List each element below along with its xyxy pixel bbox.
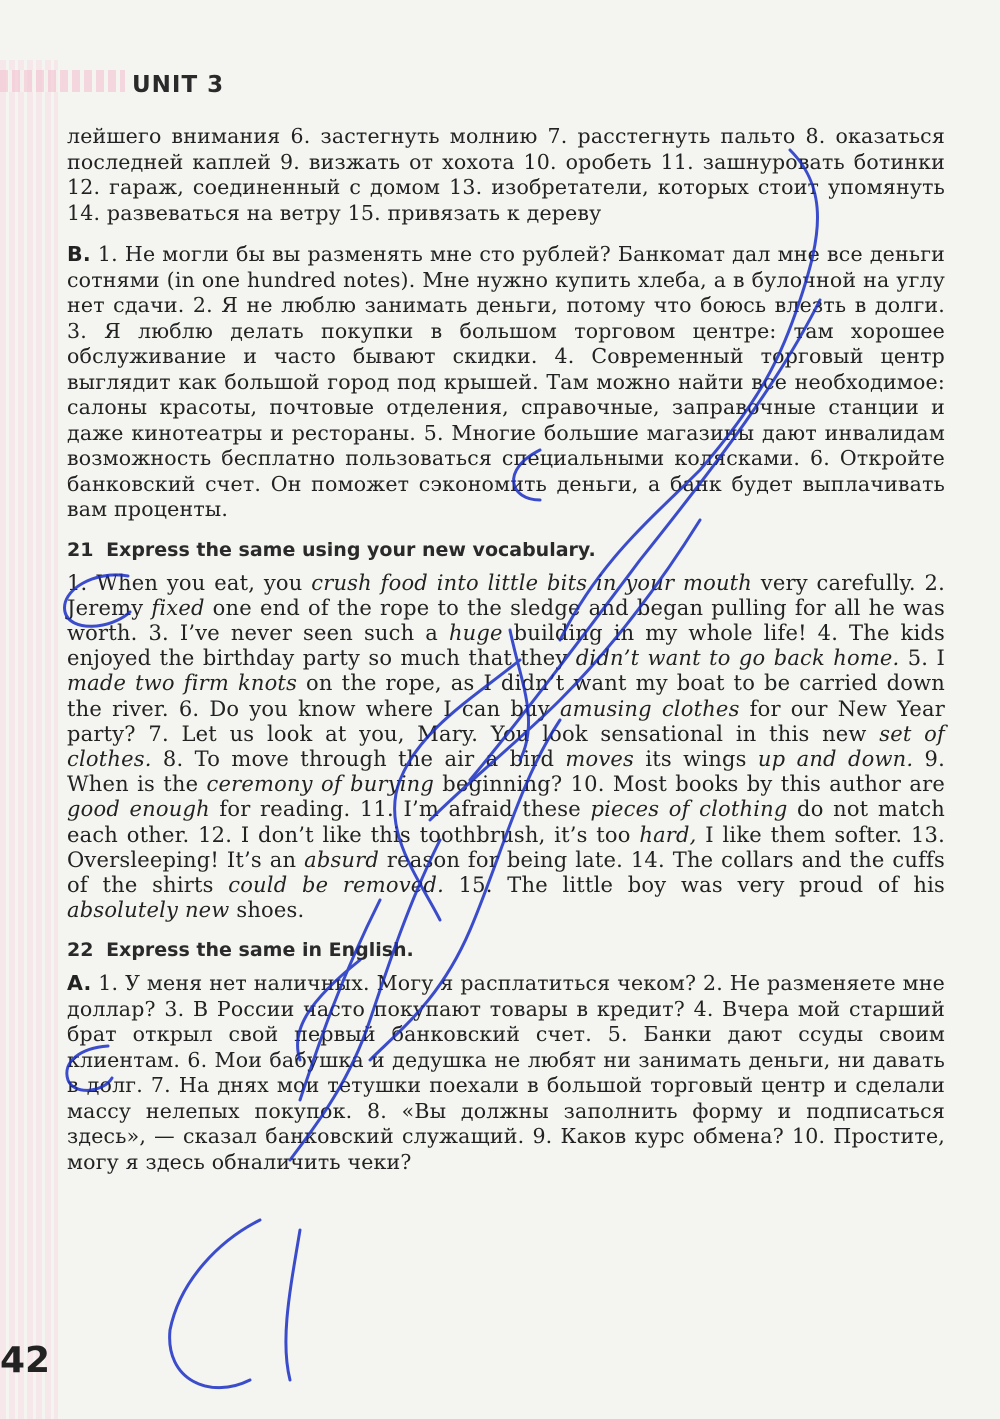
exercise-21-segment: could be removed. [228, 872, 444, 897]
decorative-side-band [0, 60, 58, 1419]
exercise-21-segment: crush food into little bits in your mouth [311, 570, 753, 595]
page-number: 42 [0, 1340, 51, 1381]
exercise-22-text: 1. У меня нет наличных. Могу я расплатиться чеком? 2. Не разменяете мне доллар? 3. В России часто покупают товары в кредит? 4. Вчера мой старший брат открыл свой первый банковский счет. 5. Банки дают ссуды своим клиентам. 6. Мои бабушка и дедушка не любят ни занимать деньги, ни давать в долг. 7. На днях мои тетушки поехали в большой торговый центр и сделали массу нелепых покупок. 8. «Вы должны заполнить форму и подписаться здесь», — сказал банковский служащий. 9. Каков курс обмена? 10. Простите, могу я здесь обналичить чеки? [67, 971, 946, 1174]
exercise-21-segment: I like them softer. 13. Oversleeping! It’s an [67, 822, 945, 872]
exercise-21-segment: on the rope, as I didn’t want my boat to be carried down the river. 6. Do you know where I can buy [67, 671, 945, 721]
exercise-21-segment: hard, [639, 822, 697, 847]
page-content [67, 124, 945, 1191]
exercise-21-segment: one end of the rope to the sledge and began pulling for all he was worth. 3. I’ve never seen such a [67, 595, 945, 645]
exercise-21-segment: its wings [634, 746, 758, 771]
exercise-21-number: 21 [67, 538, 94, 561]
exercise-21-segment: do not match each other. 12. I don’t like this toothbrush, it’s too [67, 797, 946, 847]
exercise-21-segment: for reading. 11. I’m afraid these [209, 797, 591, 822]
exercise-21-segment: ceremony of burying [206, 772, 435, 797]
exercise-21-segment: 8. To move through the air a bird [151, 746, 566, 771]
exercise-21-segment: huge [448, 620, 503, 645]
section-b-paragraph [67, 242, 945, 523]
exercise-21-segment: good enough [67, 797, 210, 822]
exercise-21-segment: shoes. [229, 898, 305, 923]
exercise-22-title: Express the same in English. [106, 939, 414, 962]
exercise-21-segment: 1. When you eat, you [67, 570, 312, 595]
exercise-22-heading [67, 939, 945, 961]
exercise-21-segment: 15. The little boy was very proud of his [443, 872, 945, 897]
exercise-21-heading [67, 539, 945, 561]
exercise-21-segment: moves [565, 746, 635, 771]
exercise-21-segment: reason for being late. 14. The collars and the cuffs of the shirts [67, 847, 946, 897]
exercise-21-segment: fixed [151, 595, 205, 620]
section-b-label: B. [67, 242, 91, 266]
exercise-21-segment: 5. I [899, 646, 945, 671]
exercise-21-segment: beginning? 10. Most books by this author are [434, 772, 945, 797]
exercise-21-segment: building in my whole life! 4. The kids enjoyed the birthday party so much that they [67, 620, 945, 671]
exercise-21-segment: amusing clothes [559, 696, 740, 721]
continuation-paragraph: лейшего внимания 6. застегнуть молнию 7. расстегнуть пальто 8. оказаться последней каплей 9. визжать от хохота 10. оробеть 11. зашнуровать ботинки 12. гараж, соединенный с домом 13. изобретатели, которых стоит упомянуть 14. развеваться на ветру 15. привязать к дереву [67, 124, 945, 225]
exercise-21-segment: for our New Year party? 7. Let us look at you, Mary. You look sensational in this new [67, 696, 945, 746]
exercise-21-segment: set of clothes. [67, 721, 945, 771]
exercise-21-title: Express the same using your new vocabulary. [106, 538, 596, 561]
exercise-21-segment: very carefully. 2. Jeremy [67, 570, 945, 620]
exercise-22-number: 22 [67, 939, 94, 962]
section-b-text: 1. Не могли бы вы разменять мне сто рублей? Банкомат дал мне все деньги сотнями (in one hundred notes). Мне нужно купить хлеба, а в булочной на углу нет сдачи. 2. Я не люблю занимать деньги, потому что боюсь влезть в долги. 3. Я люблю делать покупки в большом торговом центре: там хорошее обслуживание и часто бывают скидки. 4. Современный торговый центр выглядит как большой город под крышей. Там можно найти все необходимое: салоны красоты, почтовые отделения, справочные, заправочные станции и даже кинотеатры и рестораны. 5. Многие большие магазины дают инвалидам возможность бесплатно пользоваться специальными колясками. 6. Откройте банковский счет. Он поможет сэкономить деньги, а банк будет выплачивать вам проценты. [67, 242, 946, 521]
unit-header: UNIT 3 [132, 72, 225, 98]
exercise-21-segment: pieces of clothing [590, 797, 788, 822]
exercise-21-text [67, 571, 945, 924]
exercise-22-label: A. [67, 971, 92, 996]
exercise-22-paragraph [67, 971, 945, 1175]
decorative-header-band [0, 70, 125, 92]
exercise-21-segment: made two firm knots [67, 671, 298, 696]
exercise-21-segment: absolutely new [67, 898, 230, 923]
exercise-21-segment: up and down. [757, 746, 914, 771]
exercise-21-segment: didn’t want to go back home. [575, 646, 900, 671]
exercise-21-segment: absurd [304, 847, 380, 872]
exercise-21-segment: 9. When is the [67, 746, 945, 797]
